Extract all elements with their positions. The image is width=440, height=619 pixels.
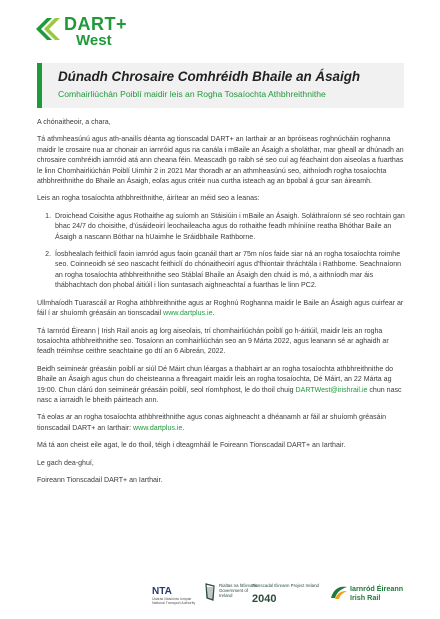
page-title: Dúnadh Chrosaire Comhréidh Bhaile an Ásaigh [58, 69, 361, 84]
closing: Le gach dea-ghuí, [37, 459, 94, 467]
nta-logo-subtext: Údarás Náisiúnta Iompair National Transport Authority [152, 597, 196, 605]
list-item: 2. Íosbhealach feithiclí faoin iarnród agus faoin gcanáil thart ar 75m níos faide siar ná an rogha tosaíochta roimhe seo. Coinneoidh sé seo nascacht feithiclí do chónaitheoirí agus d'fhiontair thráchtála i Rathborne. Seachnaíonn an rogha tosaíochta athbhreithnithe seo Stáblaí Bhaile an Ásaigh den chuid is mó, a aithníodh mar áis thábhachtach don phobal áitiúil i líon suntasach aighneachtaí a fuarthas le linn PC2. [53, 250, 405, 292]
website-link[interactable]: www.dartplus.ie [133, 424, 183, 432]
title-banner [37, 63, 404, 108]
project-ireland-year: 2040 [252, 593, 277, 605]
letter-body [37, 118, 405, 493]
irish-rail-logo-icon [330, 584, 348, 600]
signature: Foireann Tionscadail DART+ an Iarthair. [37, 476, 163, 484]
paragraph-options-lead: Leis an rogha tosaíochta athbhreithnithe, áirítear an méid seo a leanas: [37, 195, 260, 203]
irish-rail-logo-line1: Iarnród Éireann [350, 584, 404, 593]
salutation: A chónaitheoir, a chara, [37, 119, 111, 126]
paragraph-webinar: Beidh seimineár gréasáin poiblí ar siúl Dé Máirt chun léargas a thabhairt ar an rogha tosaíochta athbhreithnithe do Bhaile an Ásaigh agus chun do cheisteanna a fhreagairt maidir leis an rogha tosaíochta, Dé Máirt, an 22 Márta ag 19:00. Chun clárú don seimineár gréasáin poiblí, seol ríomhphost, le do thoil chuig DARTWest@irishrail.ie chun nasc nasc a iarraidh le bheith páirteach ann. [37, 365, 402, 404]
list-item: 1. Droichead Coisithe agus Rothaithe ag suíomh an Stáisiúin i mBaile an Ásaigh. Soláthraíonn sé seo rochtain gan bhac 24/7 do choisithe, d'úsáideoirí leochaileacha agus do rothaithe feadh mhíniíne reatha Bhóthar Baile an Ásaigh a nascann Bóthar na hUaimhe le Sráidbhaile Rathborne. [53, 212, 405, 243]
email-link[interactable]: DARTWest@irishrail.ie [295, 386, 368, 394]
harp-icon [204, 583, 216, 601]
paragraph-intro: Tá athmheasúnú agus ath-anailís déanta ag tionscadal DART+ an Iarthair ar an bpróiseas roghnúcháin roghanna maidir le crosaire nua ar chonair an iarnróid agus na canála i mBaile an Ásaigh a sholáthar, mar gheall ar dhúnadh an chrosaire comhréidh iarnróid atá ann cheana féin. Meascadh go raibh sé seo cuí ag féachaint don aiseolas a fuarthas le linn Chomhairliúchán Poiblí Uimhir 2 in 2021 Mar thoradh ar an athmheasúnú seo, aithníodh rogha tosaíochta athbhreithnithe do Bhaile an Ásaigh, eolas agus critéir nua curtha isteach ag an bpobal á gcur san áireamh. [37, 136, 404, 186]
dart-west-logo [36, 14, 146, 54]
paragraph-info: Tá eolas ar an rogha tosaíochta athbhreithnithe agus conas aighneacht a dhéanamh ar fáil ar shuíomh gréasáin tionscadail DART+ an Iarthair: www.dartplus.ie. [37, 414, 387, 432]
irish-rail-logo-line2: Irish Rail [350, 593, 381, 602]
project-ireland-logo-text: Tionscadal Éireann Project Ireland [252, 583, 319, 588]
nta-logo: NTA [152, 586, 172, 597]
paragraph-report: Ullmhaíodh Tuarascáil ar Rogha athbhreithnithe agus ar Roghnú Roghanna maidir le Baile an Ásaigh agus cuirfear ar fáil í ar shuíomh gréasáin an tionscadail www.dartplus.ie. [37, 299, 404, 318]
page-subtitle: Comhairliúchán Poiblí maidir leis an Rogha Tosaíochta Athbhreithnithe [58, 89, 326, 99]
government-logo-text: Rialtas na hÉireann Government of Ireland [219, 583, 258, 598]
dart-chevron-logo-icon [36, 16, 62, 42]
paragraph-contact: Má tá aon cheist eile agat, le do thoil, téigh i dteagmháil le Foireann Tionscadail DART+ an Iarthair. [37, 442, 346, 450]
options-list [37, 212, 405, 292]
logo-sub: West [76, 32, 112, 49]
banner-accent-bar [37, 63, 42, 108]
logo-brand: DART+ [64, 14, 128, 34]
footer-logos [0, 580, 440, 619]
website-link[interactable]: www.dartplus.ie [163, 310, 213, 318]
paragraph-consultation: Tá Iarnród Éireann | Irish Rail anois ag lorg aiseolais, trí chomhairliúchán poiblí go h-áitiúil, maidir leis an rogha tosaíochta athbhreithnithe seo. Tosaíonn an comhairliúchán seo an 9 Márta 2022, agus leanann sé ar aghaidh ar feadh tréimhse ceithre seachtaine go dtí an 6 Aibreán, 2022. [37, 327, 389, 356]
